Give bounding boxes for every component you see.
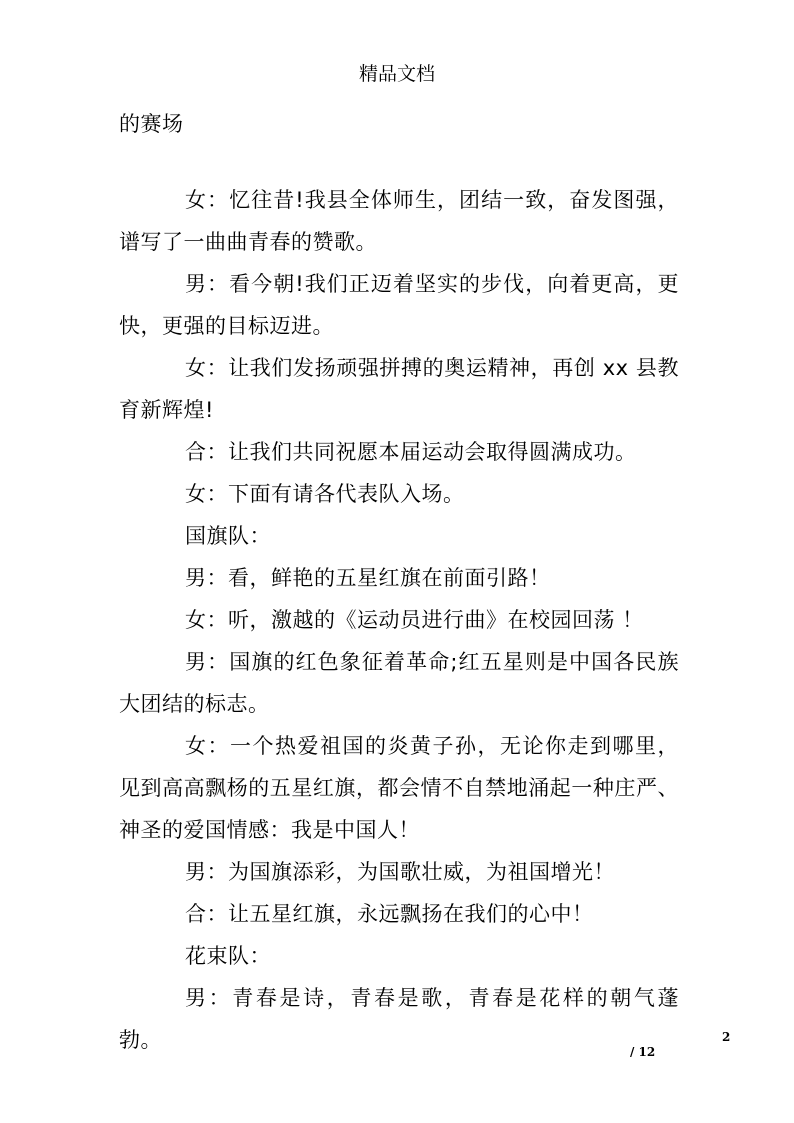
page-total: / 12 [630, 1045, 656, 1059]
page-header-title: 精品文档 [358, 63, 435, 85]
paragraph: 男：国旗的红色象征着革命;红五星则是中国各民族大团结的标志。 [119, 650, 679, 716]
paragraph: 男：看，鲜艳的五星红旗在前面引路！ [185, 566, 551, 590]
paragraph: 男：为国旗添彩，为国歌壮威，为祖国增光！ [185, 860, 615, 884]
paragraph: 合：让五星红旗，永远飘扬在我们的心中！ [185, 902, 594, 926]
paragraph: 合：让我们共同祝愿本届运动会取得圆满成功。 [185, 440, 637, 464]
paragraph: 女：一个热爱祖国的炎黄子孙，无论你走到哪里，见到高高飘杨的五星红旗，都会情不自禁地涌起一种庄严、神圣的爱国情感：我是中国人！ [119, 734, 679, 842]
section-label: 国旗队： [185, 524, 271, 548]
paragraph: 男：青春是诗，青春是歌，青春是花样的朝气蓬勃。 [119, 986, 679, 1052]
paragraph: 男：看今朝!我们正迈着坚实的步伐，向着更高，更快，更强的目标迈进。 [119, 272, 679, 338]
section-label: 花束队： [185, 944, 271, 968]
paragraph-continuation: 的赛场 [119, 112, 184, 136]
paragraph: 女：听，激越的《运动员进行曲》在校园回荡 ！ [185, 608, 644, 632]
paragraph: 女：忆往昔!我县全体师生，团结一致，奋发图强，谱写了一曲曲青春的赞歌。 [119, 188, 679, 254]
page-number: 2 [722, 1030, 731, 1044]
document-body [119, 103, 679, 1061]
paragraph: 女：让我们发扬顽强拼搏的奥运精神，再创 xx 县教育新辉煌! [119, 356, 679, 422]
paragraph: 女：下面有请各代表队入场。 [185, 482, 465, 506]
